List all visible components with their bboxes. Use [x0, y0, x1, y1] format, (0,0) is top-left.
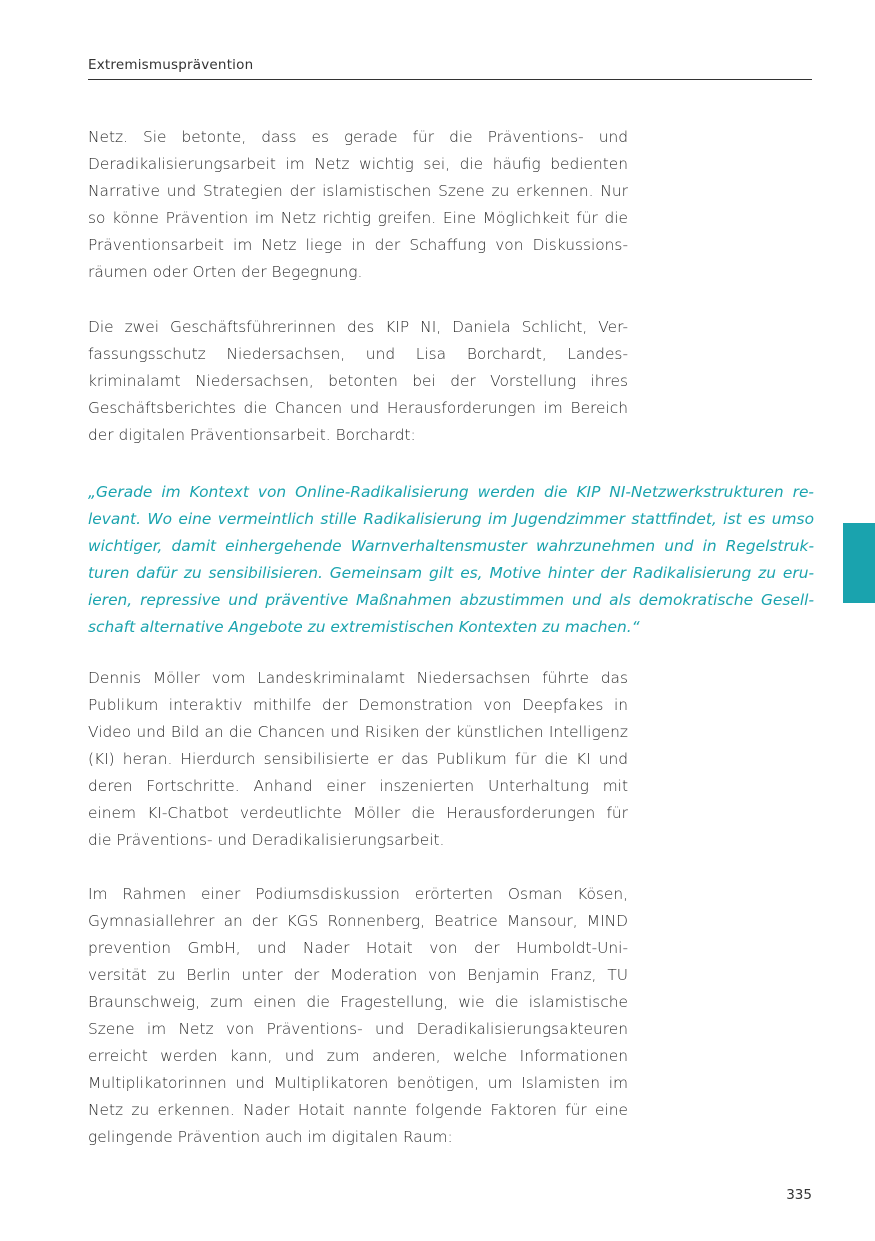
paragraph-4-line: Im Rahmen einer Podiumsdiskussion erörterten Osman Kösen, — [88, 885, 628, 903]
paragraph-3-line: Video und Bild an die Chancen und Risiken der künstlichen Intelligenz — [88, 723, 628, 741]
paragraph-2 — [88, 314, 628, 449]
paragraph-3-line: (KI) heran. Hierdurch sensibilisierte er das Publikum für die KI und — [88, 750, 628, 768]
paragraph-1-line: Netz. Sie betonte, dass es gerade für die Präventions- und — [88, 128, 628, 146]
header-title: Extremismusprävention — [88, 57, 254, 73]
quote-line: „Gerade im Kontext von Online-Radikalisierung werden die KIP NI-Netzwerkstrukturen re- — [88, 483, 814, 501]
paragraph-4-line: gelingende Prävention auch im digitalen Raum: — [88, 1128, 453, 1146]
paragraph-4-line: Braunschweig, zum einen die Fragestellung, wie die islamistische — [88, 993, 628, 1011]
paragraph-1-line: so könne Prävention im Netz richtig greifen. Eine Möglichkeit für die — [88, 209, 628, 227]
quote-line: wichtiger, damit einhergehende Warnverhaltensmuster wahrzunehmen und in Regelstruk- — [88, 537, 814, 555]
paragraph-2-line: Geschäftsberichtes die Chancen und Herausforderungen im Bereich — [88, 399, 628, 417]
quote-line: schaft alternative Angebote zu extremistischen Kontexten zu machen.“ — [88, 618, 640, 636]
paragraph-1-line: Präventionsarbeit im Netz liege in der Schaffung von Diskussions- — [88, 236, 628, 254]
paragraph-4-line: Multiplikatorinnen und Multiplikatoren benötigen, um Islamisten im — [88, 1074, 628, 1092]
running-header — [88, 57, 812, 80]
paragraph-3-line: Dennis Möller vom Landeskriminalamt Niedersachsen führte das — [88, 669, 628, 687]
paragraph-1-line: räumen oder Orten der Begegnung. — [88, 263, 363, 281]
paragraph-3-line: Publikum interaktiv mithilfe der Demonstration von Deepfakes in — [88, 696, 628, 714]
paragraph-3-line: die Präventions- und Deradikalisierungsarbeit. — [88, 831, 445, 849]
paragraph-4-line: prevention GmbH, und Nader Hotait von der Humboldt-Uni- — [88, 939, 628, 957]
quote-line: levant. Wo eine vermeintlich stille Radikalisierung im Jugendzimmer stattfindet, ist es umso — [88, 510, 814, 528]
paragraph-3-line: einem KI-Chatbot verdeutlichte Möller die Herausforderungen für — [88, 804, 628, 822]
paragraph-1 — [88, 124, 628, 286]
paragraph-1-line: Narrative und Strategien der islamistischen Szene zu erkennen. Nur — [88, 182, 628, 200]
paragraph-2-line: fassungsschutz Niedersachsen, und Lisa Borchardt, Landes- — [88, 345, 628, 363]
paragraph-4-line: erreicht werden kann, und zum anderen, welche Informationen — [88, 1047, 628, 1065]
paragraph-4 — [88, 881, 628, 1151]
highlighted-quote — [88, 479, 814, 641]
paragraph-4-line: Szene im Netz von Präventions- und Deradikalisierungsakteuren — [88, 1020, 628, 1038]
paragraph-2-line: kriminalamt Niedersachsen, betonten bei der Vorstellung ihres — [88, 372, 628, 390]
page-number: 335 — [786, 1187, 812, 1203]
chapter-tab-marker — [843, 523, 875, 603]
paragraph-3 — [88, 665, 628, 854]
paragraph-1-line: Deradikalisierungsarbeit im Netz wichtig sei, die häufig bedienten — [88, 155, 628, 173]
quote-line: ieren, repressive und präventive Maßnahmen abzustimmen und als demokratische Gesell- — [88, 591, 814, 609]
paragraph-4-line: Netz zu erkennen. Nader Hotait nannte folgende Faktoren für eine — [88, 1101, 628, 1119]
paragraph-2-line: der digitalen Präventionsarbeit. Borchardt: — [88, 426, 416, 444]
paragraph-2-line: Die zwei Geschäftsführerinnen des KIP NI, Daniela Schlicht, Ver- — [88, 318, 628, 336]
paragraph-4-line: versität zu Berlin unter der Moderation von Benjamin Franz, TU — [88, 966, 628, 984]
quote-line: turen dafür zu sensibilisieren. Gemeinsam gilt es, Motive hinter der Radikalisierung zu eru- — [88, 564, 814, 582]
paragraph-3-line: deren Fortschritte. Anhand einer inszenierten Unterhaltung mit — [88, 777, 628, 795]
paragraph-4-line: Gymnasiallehrer an der KGS Ronnenberg, Beatrice Mansour, MIND — [88, 912, 628, 930]
